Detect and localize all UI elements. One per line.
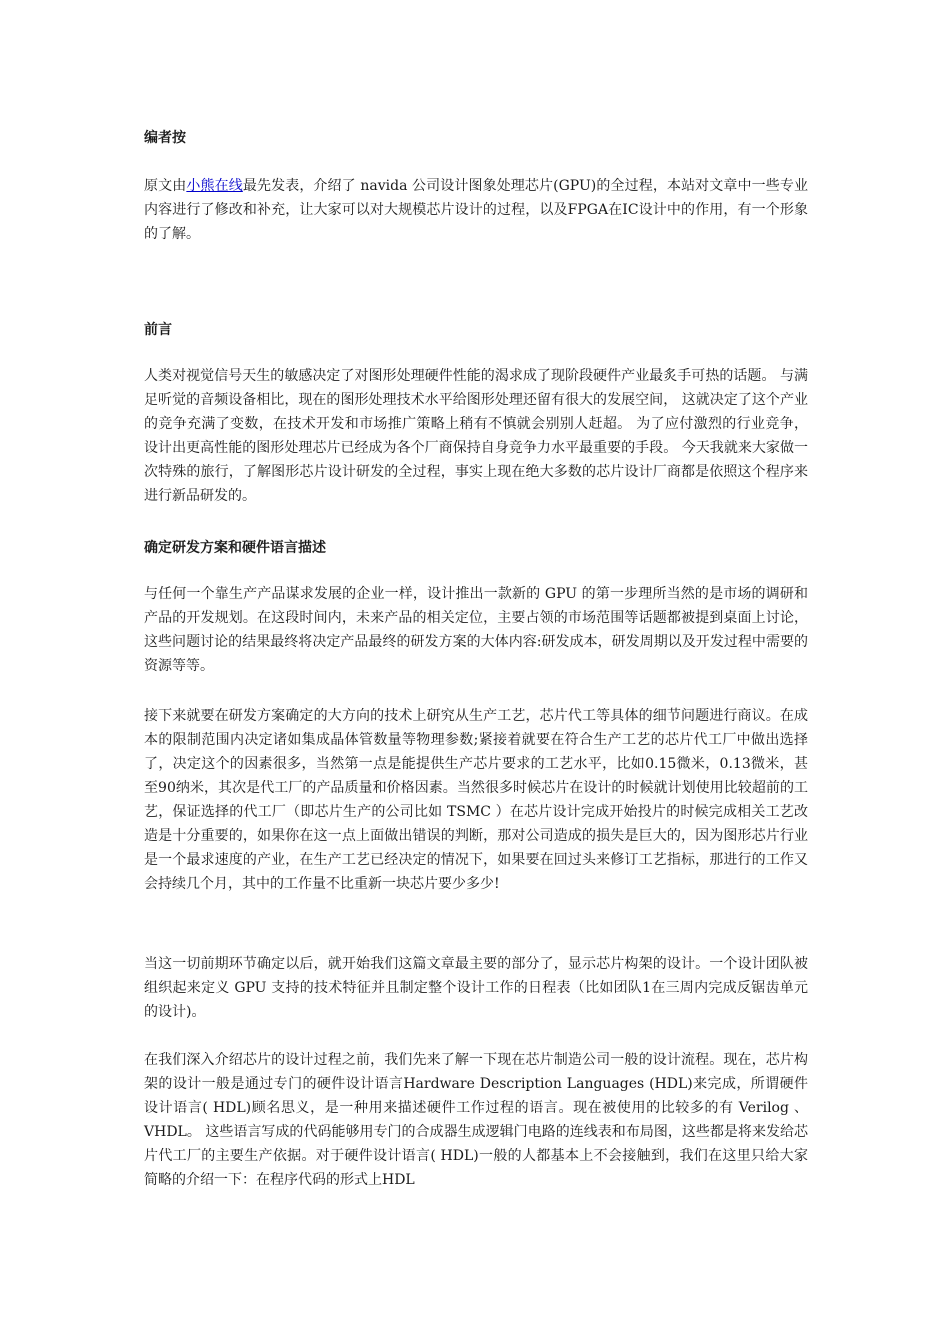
source-link[interactable]: 小熊在线 bbox=[186, 178, 243, 194]
section-heading: 确定研发方案和硬件语言描述 bbox=[144, 540, 326, 556]
editor-note-heading: 编者按 bbox=[144, 130, 186, 146]
preface-paragraph: 人类对视觉信号天生的敏感决定了对图形处理硬件性能的渴求成了现阶段硬件产业最炙手可热的话题。 与满足听觉的音频设备相比，现在的图形处理技术水平给图形处理还留有很大的发展空间， 这就决定了这个产业的竞争充满了变数，在技术开发和市场推广策略上稍有不慎就会别别人赶超。 为了应付激烈的行业竞争， 设计出更高性能的图形处理芯片已经成为各个厂商保持自身竞争力水平最重要的手段。 今天我就来大家做一次特殊的旅行，了解图形芯片设计研发的全过程，事实上现在绝大多数的芯片设计厂商都是依照这个程序来进行新品研发的。 bbox=[144, 368, 808, 504]
intro-prefix: 原文由 bbox=[144, 178, 187, 194]
section-paragraph-1: 与任何一个靠生产产品谋求发展的企业一样，设计推出一款新的 GPU 的第一步理所当然的是市场的调研和产品的开发规划。在这段时间内，未来产品的相关定位，主要占领的市场范围等话题都被提到桌面上讨论，这些问题讨论的结果最终将决定产品最终的研发方案的大体内容:研发成本，研发周期以及开发过程中需要的资源等等。 bbox=[144, 586, 808, 674]
section-paragraph-2: 接下来就要在研发方案确定的大方向的技术上研究从生产工艺，芯片代工等具体的细节问题进行商议。在成本的限制范围内决定诸如集成晶体管数量等物理参数;紧接着就要在符合生产工艺的芯片代工厂中做出选择了，决定这个的因素很多，当然第一点是能提供生产芯片要求的工艺水平，比如0.15微米，0.13微米，甚至90纳米，其次是代工厂的产品质量和价格因素。当然很多时候芯片在设计的时候就计划使用比较超前的工艺，保证选择的代工厂（即芯片生产的公司比如 TSMC ）在芯片设计完成开始投片的时候完成相关工艺改造是十分重要的，如果你在这一点上面做出错误的判断，那对公司造成的损失是巨大的，因为图形芯片行业是一个最求速度的产业，在生产工艺已经决定的情况下，如果要在回过头来修订工艺指标，那进行的工作又会持续几个月，其中的工作量不比重新一块芯片要少多少! bbox=[144, 708, 808, 892]
section-paragraph-4: 在我们深入介绍芯片的设计过程之前，我们先来了解一下现在芯片制造公司一般的设计流程。现在，芯片构架的设计一般是通过专门的硬件设计语言Hardware Description Languages (HDL)来完成，所谓硬件设计语言( HDL)顾名思义，是一种用来描述硬件工作过程的语言。现在被使用的比较多的有 Verilog 、 VHDL。 这些语言写成的代码能够用专门的合成器生成逻辑门电路的连线表和布局图，这些都是将来发给芯片代工厂的主要生产依据。对于硬件设计语言( HDL)一般的人都基本上不会接触到，我们在这里只给大家简略的介绍一下：在程序代码的形式上HDL bbox=[144, 1052, 808, 1188]
editor-note-paragraph bbox=[144, 174, 808, 246]
preface-heading: 前言 bbox=[144, 322, 172, 338]
intro-suffix: 最先发表，介绍了 navida 公司设计图象处理芯片(GPU)的全过程，本站对文章中一些专业内容进行了修改和补充，让大家可以对大规模芯片设计的过程，以及FPGA在IC设计中的作用，有一个形象的了解。 bbox=[144, 178, 809, 242]
section-paragraph-3: 当这一切前期环节确定以后，就开始我们这篇文章最主要的部分了，显示芯片构架的设计。一个设计团队被组织起来定义 GPU 支持的技术特征并且制定整个设计工作的日程表（比如团队1在三周内完成反锯齿单元的设计)。 bbox=[144, 956, 808, 1020]
